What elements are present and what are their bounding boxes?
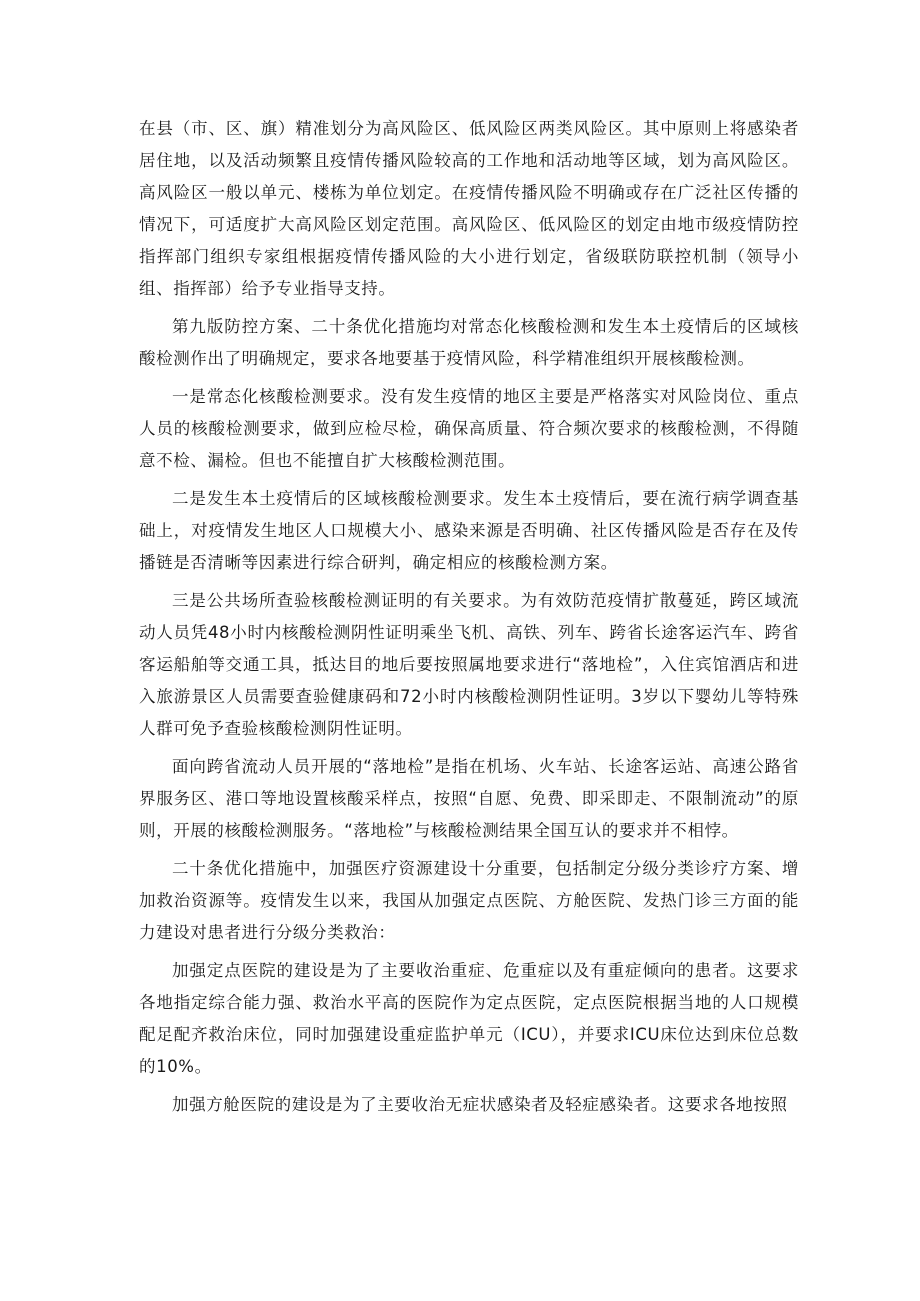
paragraph-high-low-risk-zones: 在县（市、区、旗）精准划分为高风险区、低风险区两类风险区。其中原则上将感染者居住地，以及活动频繁且疫情传播风险较高的工作地和活动地等区域，划为高风险区。高风险区一般以单元、楼栋为单位划定。在疫情传播风险不明确或存在广泛社区传播的情况下，可适度扩大高风险区划定范围。高风险区、低风险区的划定由地市级疫情防控指挥部门组织专家组根据疫情传播风险的大小进行划定，省级联防联控机制（领导小组、指挥部）给予专业指导支持。 (139, 119, 799, 298)
paragraph-public-venue-checks: 三是公共场所查验核酸检测证明的有关要求。为有效防范疫情扩散蔓延，跨区域流动人员凭48小时内核酸检测阴性证明乘坐飞机、高铁、列车、跨省长途客运汽车、跨省客运船舶等交通工具，抵达目的地后要按照属地要求进行“落地检”，入住宾馆酒店和进入旅游景区人员需要查验健康码和72小时内核酸检测阴性证明。3岁以下婴幼儿等特殊人群可免予查验核酸检测阴性证明。 (139, 591, 799, 738)
paragraph-arrival-testing: 面向跨省流动人员开展的“落地检”是指在机场、火车站、长途客运站、高速公路省界服务区、港口等地设置核酸采样点，按照“自愿、免费、即采即走、不限制流动”的原则，开展的核酸检测服务。“落地检”与核酸检测结果全国互认的要求并不相悖。 (139, 757, 799, 840)
paragraph-fangcang-hospitals: 加强方舱医院的建设是为了主要收治无症状感染者及轻症感染者。这要求各地按照 (172, 1095, 788, 1114)
paragraph-testing-overview: 第九版防控方案、二十条优化措施均对常态化核酸检测和发生本土疫情后的区域核酸检测作出了明确规定，要求各地要基于疫情风险，科学精准组织开展核酸检测。 (139, 317, 799, 368)
paragraph-medical-resources: 二十条优化措施中，加强医疗资源建设十分重要，包括制定分级分类诊疗方案、增加救治资源等。疫情发生以来，我国从加强定点医院、方舱医院、发热门诊三方面的能力建设对患者进行分级分类救治： (139, 859, 799, 942)
paragraph-routine-testing: 一是常态化核酸检测要求。没有发生疫情的地区主要是严格落实对风险岗位、重点人员的核酸检测要求，做到应检尽检，确保高质量、符合频次要求的核酸检测，不得随意不检、漏检。但也不能擅自扩大核酸检测范围。 (139, 387, 799, 470)
paragraph-designated-hospitals: 加强定点医院的建设是为了主要收治重症、危重症以及有重症倾向的患者。这要求各地指定综合能力强、救治水平高的医院作为定点医院，定点医院根据当地的人口规模配足配齐救治床位，同时加强建设重症监护单元（ICU），并要求ICU床位达到床位总数的10%。 (139, 961, 799, 1076)
document-page (139, 113, 799, 1127)
paragraph-local-outbreak-testing: 二是发生本土疫情后的区域核酸检测要求。发生本土疫情后，要在流行病学调查基础上，对疫情发生地区人口规模大小、感染来源是否明确、社区传播风险是否存在及传播链是否清晰等因素进行综合研判，确定相应的核酸检测方案。 (139, 489, 799, 572)
